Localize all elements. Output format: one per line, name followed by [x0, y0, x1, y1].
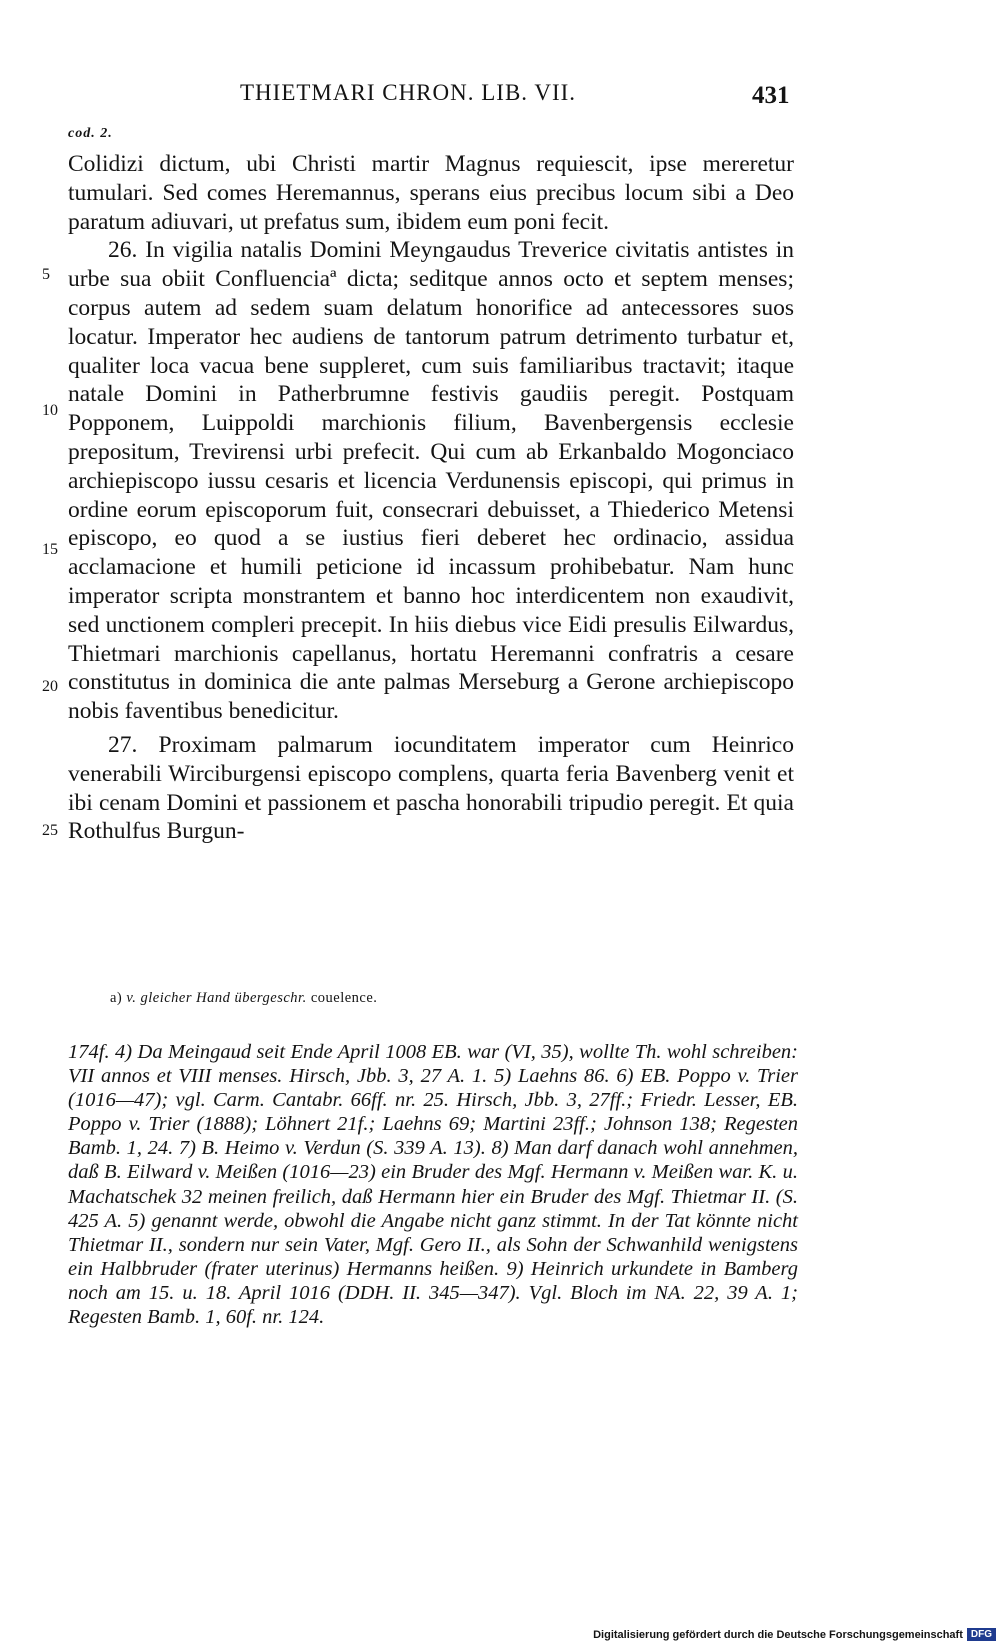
commentary-text: 174f. 4) Da Meingaud seit Ende April 1008 EB. war (VI, 35), wollte Th. wohl schreiben: VII annos et VIII menses. Hirsch, Jbb. 3, 27 A. 1. 5) Laehns 86. 6) EB. Poppo v. Trier (1016—47); vgl. Carm. Cantabr. 66ff. nr. 25. Hirsch, Jbb. 3, 27ff.; Friedr. Lesser, EB. Poppo v. Trier (1888); Löhnert 21f.; Laehns 69; Martini 23ff.; Johnson 138; Regesten Bamb. 1, 24. 7) B. Heimo v. Verdun (S. 339 A. 13). 8) Man darf danach wohl annehmen, daß B. Eilward v. Meißen (1016—23) ein Bruder des Mgf. Hermann v. Meißen war. K. u. Machatschek 32 meinen freilich, daß Hermann hier ein Bruder des Mgf. Thietmar II. (S. 425 A. 5) genannt werde, obwohl die Angabe nicht ganz stimmt. In der Tat könnte nicht Thietmar II., sondern nur sein Vater, Mgf. Gero II., als Sohn der Schwanhild wenigstens ein Halbbruder (frater uterinus) Hermanns heißen. 9) Heinrich urkundete in Bamberg noch am 15. u. 18. April 1016 (DDH. II. 345—347). Vgl. Bloch im NA. 22, 39 A. 1; Regesten Bamb. 1, 60f. nr. 124. — [68, 1041, 798, 1329]
line-number: 15 — [42, 541, 58, 558]
dfg-logo: DFG — [967, 1628, 996, 1641]
running-header — [0, 80, 1000, 110]
line-number: 20 — [42, 678, 58, 695]
paragraph-continuation: Colidizi dictum, ubi Christi martir Magnus requiescit, ipse mereretur tumulari. Sed comes Heremannus, sperans eius precibus locum sibi a Deo paratum adiuvari, ut prefatus sum, ibidem eum poni fecit. — [68, 151, 794, 235]
line-number: 10 — [42, 402, 58, 419]
page-number: 431 — [752, 82, 790, 109]
apparatus-note-text: couelence. — [310, 990, 378, 1006]
paragraph-27: 27. Proximam palmarum iocunditatem imperator cum Heinrico venerabili Wirciburgensi episcopo complens, quarta feria Bavenberg venit et ibi cenam Domini et passionem et pascha honorabili tripudio peregit. Et quia Rothulfus Burgun- — [68, 731, 794, 845]
apparatus-note-italic: v. gleicher Hand übergeschr. — [126, 990, 307, 1006]
textual-apparatus — [110, 990, 800, 1007]
running-title: THIETMARI CHRON. LIB. VII. — [240, 80, 577, 105]
credit-text: Digitalisierung gefördert durch die Deutsche Forschungsgemeinschaft — [593, 1628, 963, 1641]
main-text — [68, 150, 794, 846]
commentary-footnotes — [68, 1040, 798, 1329]
paragraph-26: 26. In vigilia natalis Domini Meyngaudus Treverice civitatis antistes in urbe sua obiit Confluenciaª dicta; seditque annos octo et septem menses; corpus autem ad sedem suam delatum honorifice ad antecessores suos locatur. Imperator hec audiens de tantorum patrum detrimento turbatur et, qualiter loca vacua bene suppleret, cum suis familiaribus tractavit; itaque natale Domini in Patherbrumne festivis gaudiis peregit. Postquam Popponem, Luippoldi marchionis filium, Bavenbergensis ecclesie prepositum, Trevirensi urbi prefecit. Qui cum ab Erkanbaldo Mogonciaco archiepiscopo iussu cesaris et licencia Verdunensis episcopi, qui primus in ordine eorum episcoporum fuit, consecrari debuisset, a Thiederico Metensi episcopo, eo quod a se iustius fieri deberet hec ordinacio, assidua acclamacione et humili peticione id incassum prohibebatur. Nam hunc imperator scripta monstrantem et banno hoc interdicentem non exaudivit, sed unctionem compleri precepit. In hiis diebus vice Eidi presulis Eilwardus, Thietmari marchionis capellanus, hortatu Heremanni confratris a cesare constitutus in dominica die ante palmas Merseburg a Gerone archiepiscopo nobis faventibus benedicitur. — [68, 237, 794, 725]
line-number: 25 — [42, 822, 58, 839]
apparatus-marker: a) — [110, 990, 123, 1006]
digitization-credit — [593, 1628, 996, 1641]
line-number: 5 — [42, 266, 50, 283]
codex-note: cod. 2. — [68, 126, 113, 141]
